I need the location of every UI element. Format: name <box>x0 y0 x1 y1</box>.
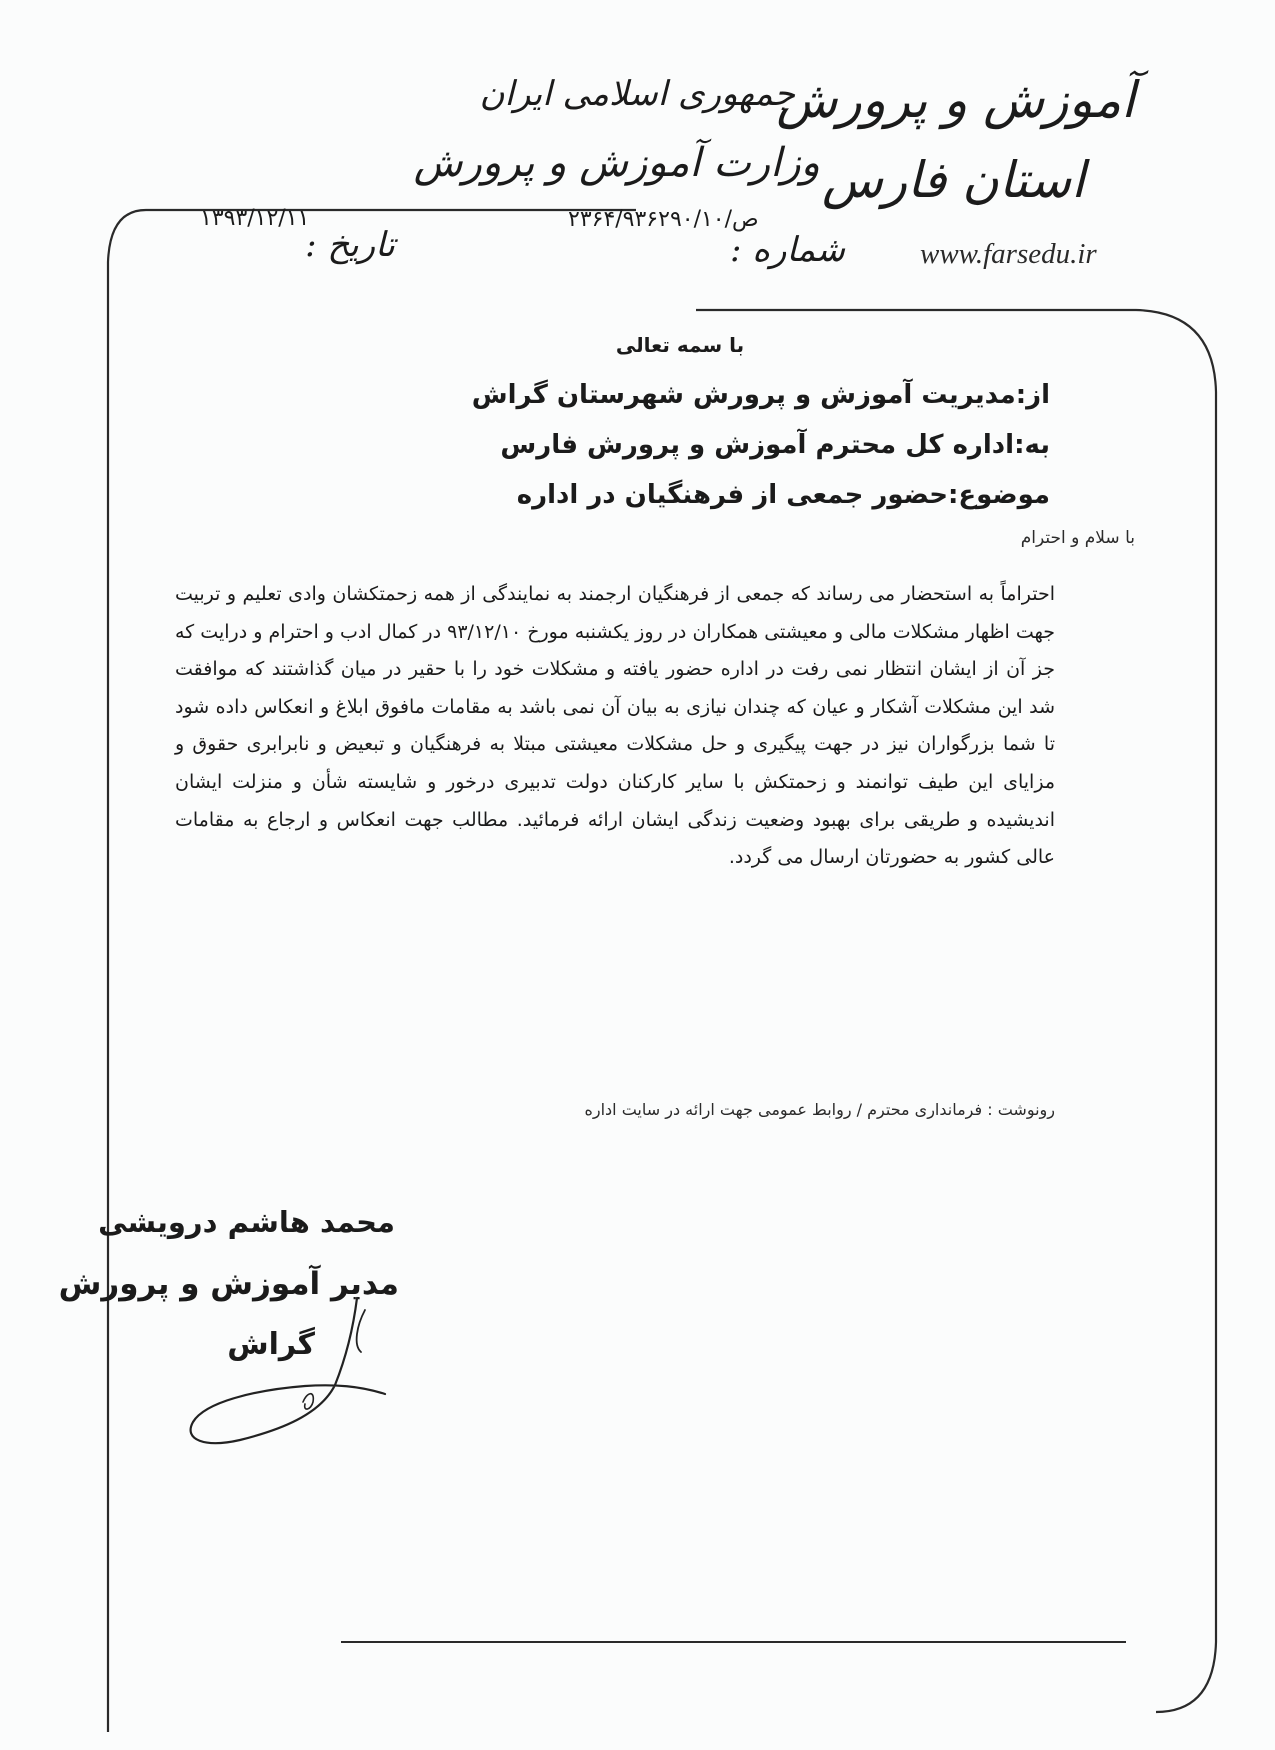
subject-line: موضوع:حضور جمعی از فرهنگیان در اداره <box>516 480 1050 510</box>
signatory-name: محمد هاشم درویشی <box>98 1205 395 1239</box>
date-label: تاریخ : <box>305 225 395 265</box>
letter-frame <box>96 192 1234 1737</box>
carbon-copy-line: رونوشت : فرمانداری محترم / روابط عمومی جهت ارائه در سایت اداره <box>584 1100 1055 1119</box>
invocation: با سمه تعالی <box>615 333 745 357</box>
handwritten-signature-icon <box>185 1290 415 1460</box>
letter-body: احتراماً به استحضار می رساند که جمعی از فرهنگیان ارجمند به نمایندگی از همه زحمتکشان وادی تعلیم و تربیت جهت اظهار مشکلات مالی و معیشتی همکاران در روز یکشنبه مورخ ۹۳/۱۲/۱۰ در کمال ادب و احترام و درایت که جز آن از ایشان انتظار نمی رفت در اداره حضور یافته و مشکلات خود را با حقیر در میان گذاشتند که موافقت شد این مشکلات آشکار و عیان که چندان نیازی به بیان آن نمی باشد به مقامات مافوق ابلاغ و انعکاس داده شود تا شما بزرگواران نیز در جهت پیگیری و حل مشکلات معیشتی مبتلا به فرهنگیان و تبعیض و نابرابری حقوق و مزایای این طیف توانمند و زحمتکش با سایر کارکنان دولت تدبیری درخور و شایسته شأن و منزلت ایشان اندیشیده و طریقی برای بهبود وضعیت زندگی ایشان ارائه فرمائید. مطالب جهت انعکاس و ارجاع به مقامات عالی کشور به حضورتان ارسال می گردد. <box>175 583 1055 869</box>
sender-line: از:مدیریت آموزش و پرورش شهرستان گراش <box>471 380 1050 410</box>
recipient-line: به:اداره کل محترم آموزش و پرورش فارس <box>500 430 1050 460</box>
date-value: ۱۳۹۳/۱۲/۱۱ <box>200 206 310 231</box>
org-title: آموزش و پرورش <box>776 71 1135 129</box>
ministry-name: وزارت آموزش و پرورش <box>413 140 820 186</box>
website-link: www.farsedu.ir <box>920 238 1097 270</box>
number-value: ص/۲۳۶۴/۹۳۶۲۹۰/۱۰ <box>568 207 759 232</box>
signatory-title: مدیر آموزش و پرورش <box>58 1266 399 1302</box>
greeting: با سلام و احترام <box>1020 528 1135 548</box>
number-label: شماره : <box>730 230 845 270</box>
signatory-city: گراش <box>227 1327 315 1362</box>
republic-name: جمهوری اسلامی ایران <box>479 74 795 114</box>
org-province: استان فارس <box>821 151 1085 209</box>
